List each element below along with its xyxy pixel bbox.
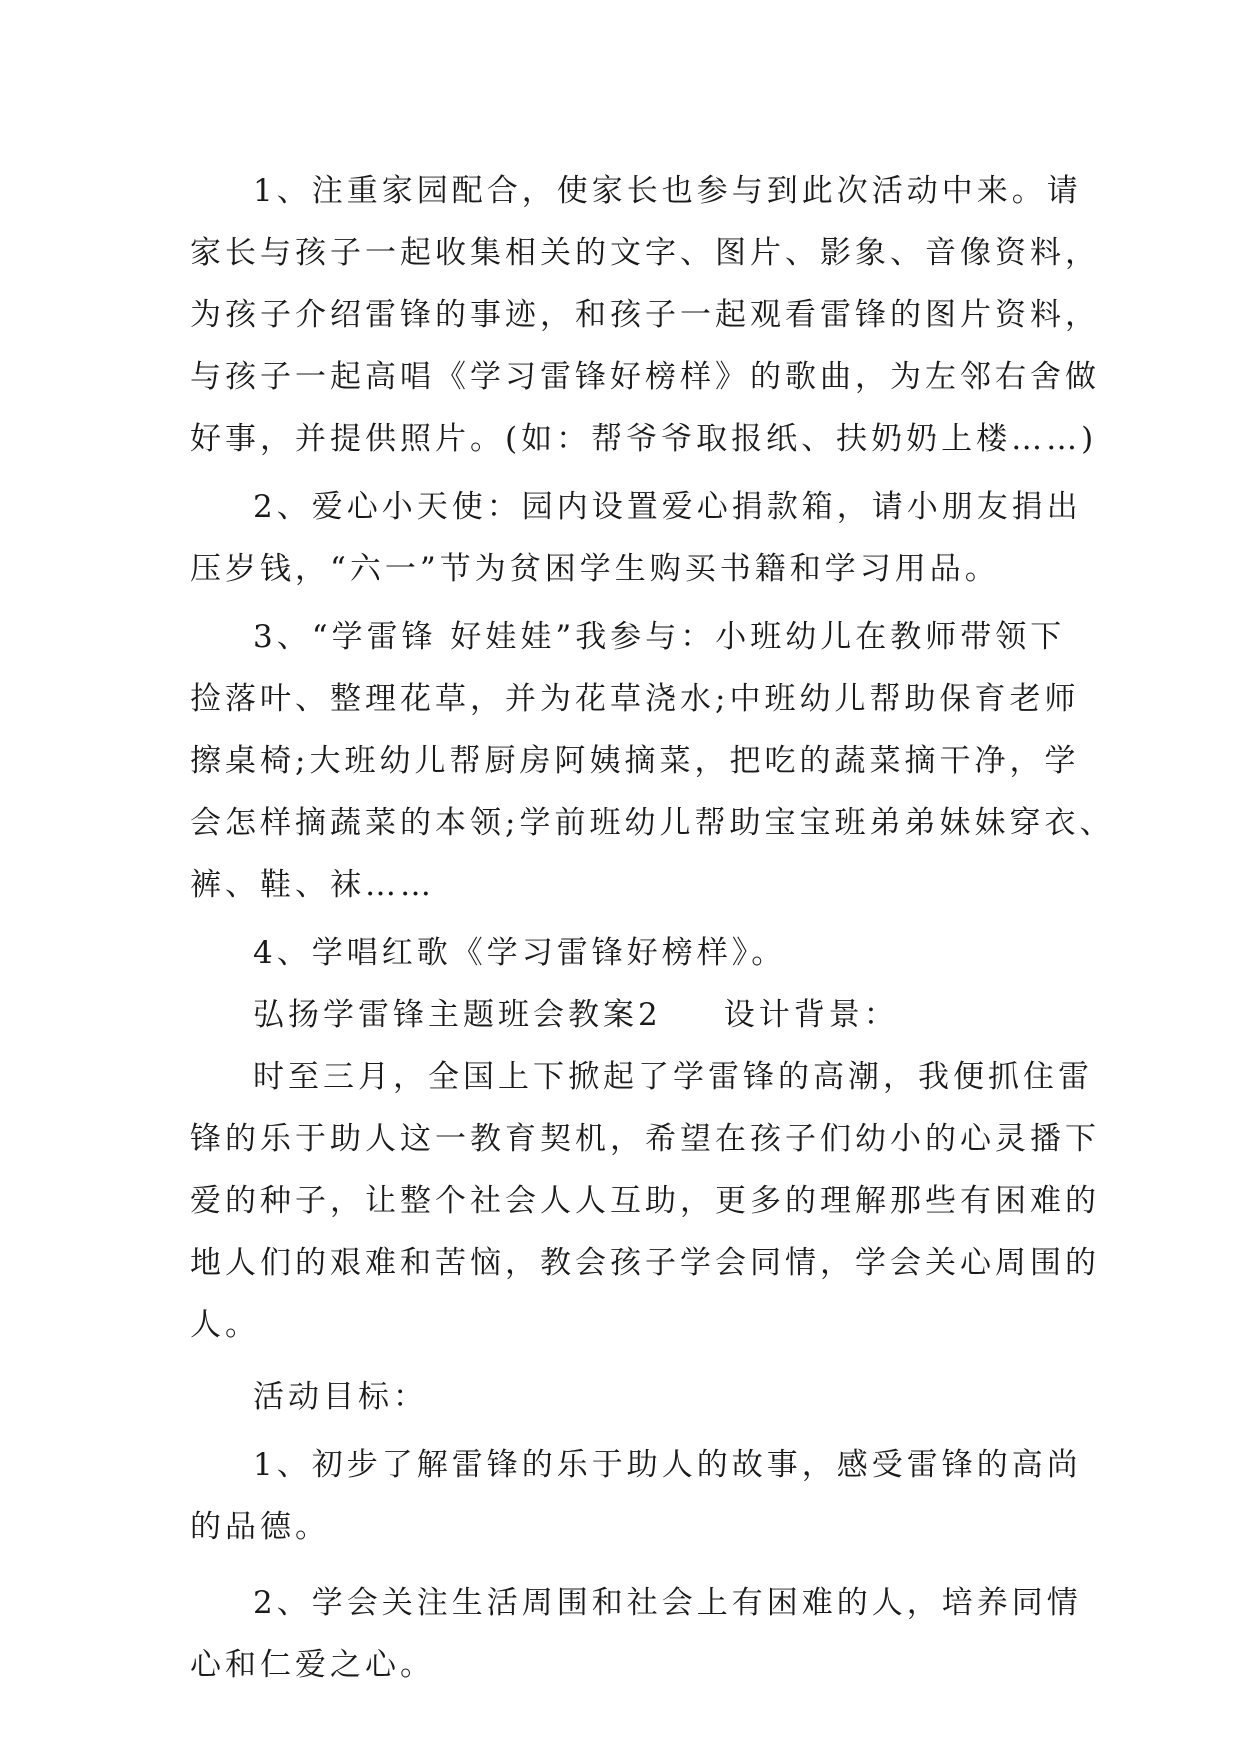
goal-item-2 bbox=[190, 1572, 1082, 1696]
paragraph-line: 人。 bbox=[190, 1307, 260, 1343]
goal-item-1 bbox=[190, 1434, 1082, 1558]
paragraph-line: 心和仁爱之心。 bbox=[190, 1647, 435, 1683]
section-subtitle: 设计背景： bbox=[723, 997, 899, 1033]
paragraph-line: 擦桌椅;大班幼儿帮厨房阿姨摘菜，把吃的蔬菜摘干净，学 bbox=[190, 743, 1080, 779]
paragraph-line: 会怎样摘蔬菜的本领;学前班幼儿帮助宝宝班弟弟妹妹穿衣、 bbox=[190, 805, 1115, 841]
paragraph-line: 家长与孩子一起收集相关的文字、图片、影象、音像资料， bbox=[190, 235, 1100, 271]
document-body bbox=[190, 160, 1115, 1696]
paragraph-line: 2、学会关注生活周围和社会上有困难的人，培养同情 bbox=[253, 1585, 1082, 1621]
paragraph-family-cooperation bbox=[190, 160, 1100, 470]
paragraph-line: 压岁钱，“六一”节为贫困学生购买书籍和学习用品。 bbox=[190, 551, 1000, 587]
paragraph-line: 地人们的艰难和苦恼，教会孩子学会同情，学会关心周围的 bbox=[190, 1245, 1100, 1281]
paragraph-love-angel bbox=[190, 476, 1082, 600]
paragraph-line: 1、注重家园配合，使家长也参与到此次活动中来。请 bbox=[253, 173, 1082, 209]
paragraph-line: 裤、鞋、袜…… bbox=[190, 867, 435, 903]
goals-heading: 活动目标： bbox=[253, 1379, 428, 1415]
paragraph-line: 3、“学雷锋 好娃娃”我参与：小班幼儿在教师带领下 bbox=[253, 619, 1066, 655]
paragraph-line: 爱的种子，让整个社会人人互助，更多的理解那些有困难的 bbox=[190, 1183, 1100, 1219]
paragraph-line: 2、爱心小天使：园内设置爱心捐款箱，请小朋友捐出 bbox=[253, 489, 1082, 525]
paragraph-line: 与孩子一起高唱《学习雷锋好榜样》的歌曲，为左邻右舍做 bbox=[190, 359, 1100, 395]
paragraph-line: 锋的乐于助人这一教育契机，希望在孩子们幼小的心灵播下 bbox=[190, 1121, 1100, 1157]
section-title: 弘扬学雷锋主题班会教案2 bbox=[253, 997, 662, 1033]
paragraph-line: 的品德。 bbox=[190, 1509, 330, 1545]
paragraph-good-kids bbox=[190, 606, 1115, 916]
paragraph-line: 4、学唱红歌《学习雷锋好榜样》。 bbox=[253, 935, 787, 971]
paragraph-red-song bbox=[190, 922, 1052, 984]
paragraph-design-background bbox=[190, 1046, 1100, 1356]
paragraph-line: 捡落叶、整理花草，并为花草浇水;中班幼儿帮助保育老师 bbox=[190, 681, 1080, 717]
paragraph-line: 为孩子介绍雷锋的事迹，和孩子一起观看雷锋的图片资料， bbox=[190, 297, 1100, 333]
paragraph-line: 时至三月，全国上下掀起了学雷锋的高潮，我便抓住雷 bbox=[253, 1059, 1093, 1095]
paragraph-line: 好事，并提供照片。(如：帮爷爷取报纸、扶奶奶上楼……) bbox=[190, 421, 1098, 457]
goals-heading-block bbox=[190, 1366, 1052, 1428]
paragraph-line: 1、初步了解雷锋的乐于助人的故事，感受雷锋的高尚 bbox=[253, 1447, 1082, 1483]
section-title-line bbox=[190, 984, 1052, 1046]
